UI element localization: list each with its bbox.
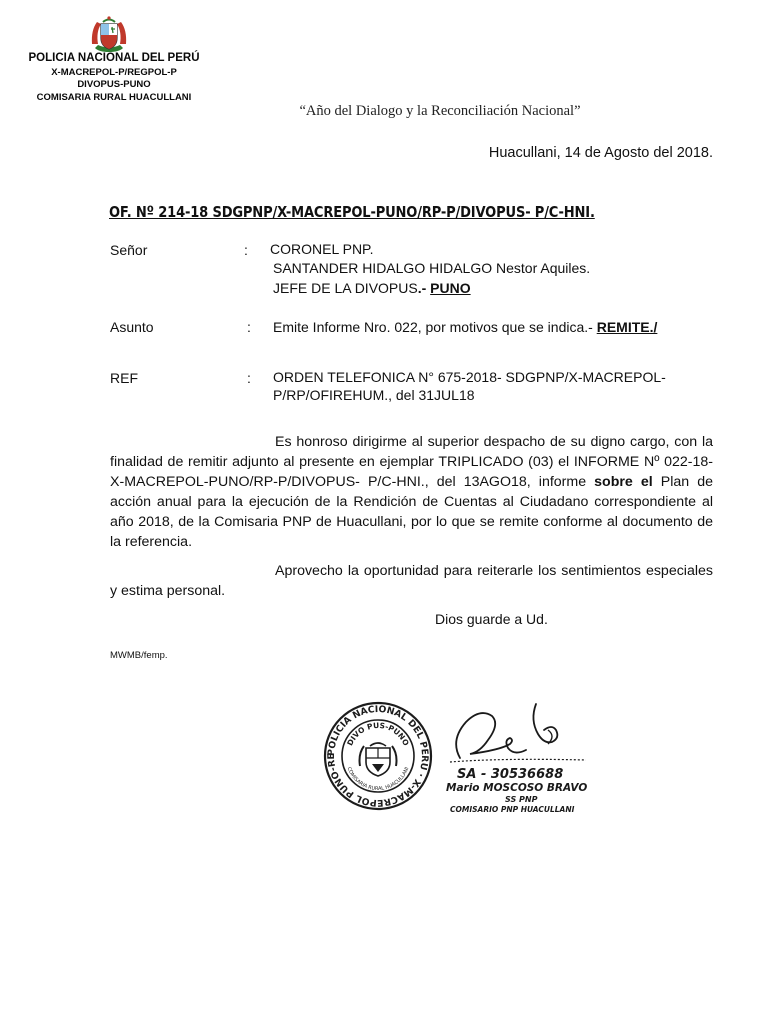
unit-line-2: DIVOPUS-PUNO (77, 79, 151, 90)
signer-rank: SS PNP (505, 795, 538, 804)
subject-label: Asunto (110, 319, 154, 335)
body-paragraph-2-text: Aprovecho la oportunidad para reiterarle los sentimientos especiales y estima personal. (110, 563, 713, 599)
date-line: Huacullani, 14 de Agosto del 2018. (488, 145, 713, 161)
addressee-rank: CORONEL PNP. (270, 241, 374, 257)
closing-line: Dios guarde a Ud. (435, 611, 548, 627)
document-number: OF. Nº 214-18 SDGPNP/X-MACREPOL-PUNO/RP-P/DIVOPUS- P/C-HNI. (109, 203, 595, 221)
institution-name: POLICIA NACIONAL DEL PERÚ (28, 52, 200, 64)
body-paragraph-1-bold: sobre el (594, 474, 653, 490)
signer-title: COMISARIO PNP HUACULLANI (450, 805, 575, 814)
seal-inner-top-text: DIVO PUS-PUNO (345, 720, 411, 748)
body-paragraph-1 (110, 432, 713, 552)
subject-emphasis: REMITE./ (596, 319, 658, 335)
seal-outer-text: POLICIA NACIONAL DEL PERU · X-MACREPOL PUNO-RE (325, 703, 431, 809)
addressee-position-place: PUNO (430, 280, 471, 296)
reference-label: REF (110, 370, 138, 386)
addressee-position (273, 280, 471, 296)
body-paragraph-1-end: Plan de acción anual para la ejecución de la Rendición de Cuentas al Ciudadano correspondiente al año 2018, de la Comisaria PNP de Huacullani, por lo que se remite conforme al documento de la referencia. (110, 474, 713, 550)
reference-colon: : (247, 370, 251, 386)
addressee-name: SANTANDER HIDALGO HIDALGO Nestor Aquiles. (273, 260, 591, 276)
signer-name: Mario MOSCOSO BRAVO (446, 782, 588, 794)
subject-text (273, 319, 657, 335)
seal-inner-bottom-text: COMISARIA RURAL HUACULLANI (345, 766, 411, 793)
seal-coat-of-arms-icon (360, 743, 397, 776)
signer-id: SA - 30536688 (457, 767, 564, 782)
addressee-position-prefix: JEFE DE LA DIVOPUS (273, 280, 418, 296)
peru-coat-of-arms-icon (89, 14, 129, 54)
subject-description: Emite Informe Nro. 022, por motivos que se indica.- (273, 319, 597, 335)
unit-line-1: X-MACREPOL-P/REGPOL-P (51, 67, 177, 78)
addressee-colon: : (244, 242, 248, 258)
typist-initials: MWMB/femp. (110, 650, 168, 661)
reference-line-2: P/RP/OFIREHUM., del 31JUL18 (273, 387, 475, 403)
subject-colon: : (247, 319, 251, 335)
unit-line-3: COMISARIA RURAL HUACULLANI (36, 92, 192, 103)
body-paragraph-1-start: Es honroso dirigirme al superior despacho de su digno cargo, con la finalidad de remitir adjunto al presente en ejemplar TRIPLICADO (03) el INFORME Nº 022-18-X-MACREPOL-PUNO/RP-P/DIVOPUS- P/C-HNI., del 13AGO18, informe (110, 434, 713, 490)
body-paragraph-2 (110, 561, 713, 601)
addressee-position-separator: .- (417, 280, 431, 296)
addressee-label: Señor (110, 242, 148, 258)
official-seal-stamp (322, 700, 434, 812)
year-motto: “Año del Dialogo y la Reconciliación Nacional” (299, 103, 581, 119)
reference-line-1: ORDEN TELEFONICA N° 675-2018- SDGPNP/X-MACREPOL- (273, 369, 666, 385)
